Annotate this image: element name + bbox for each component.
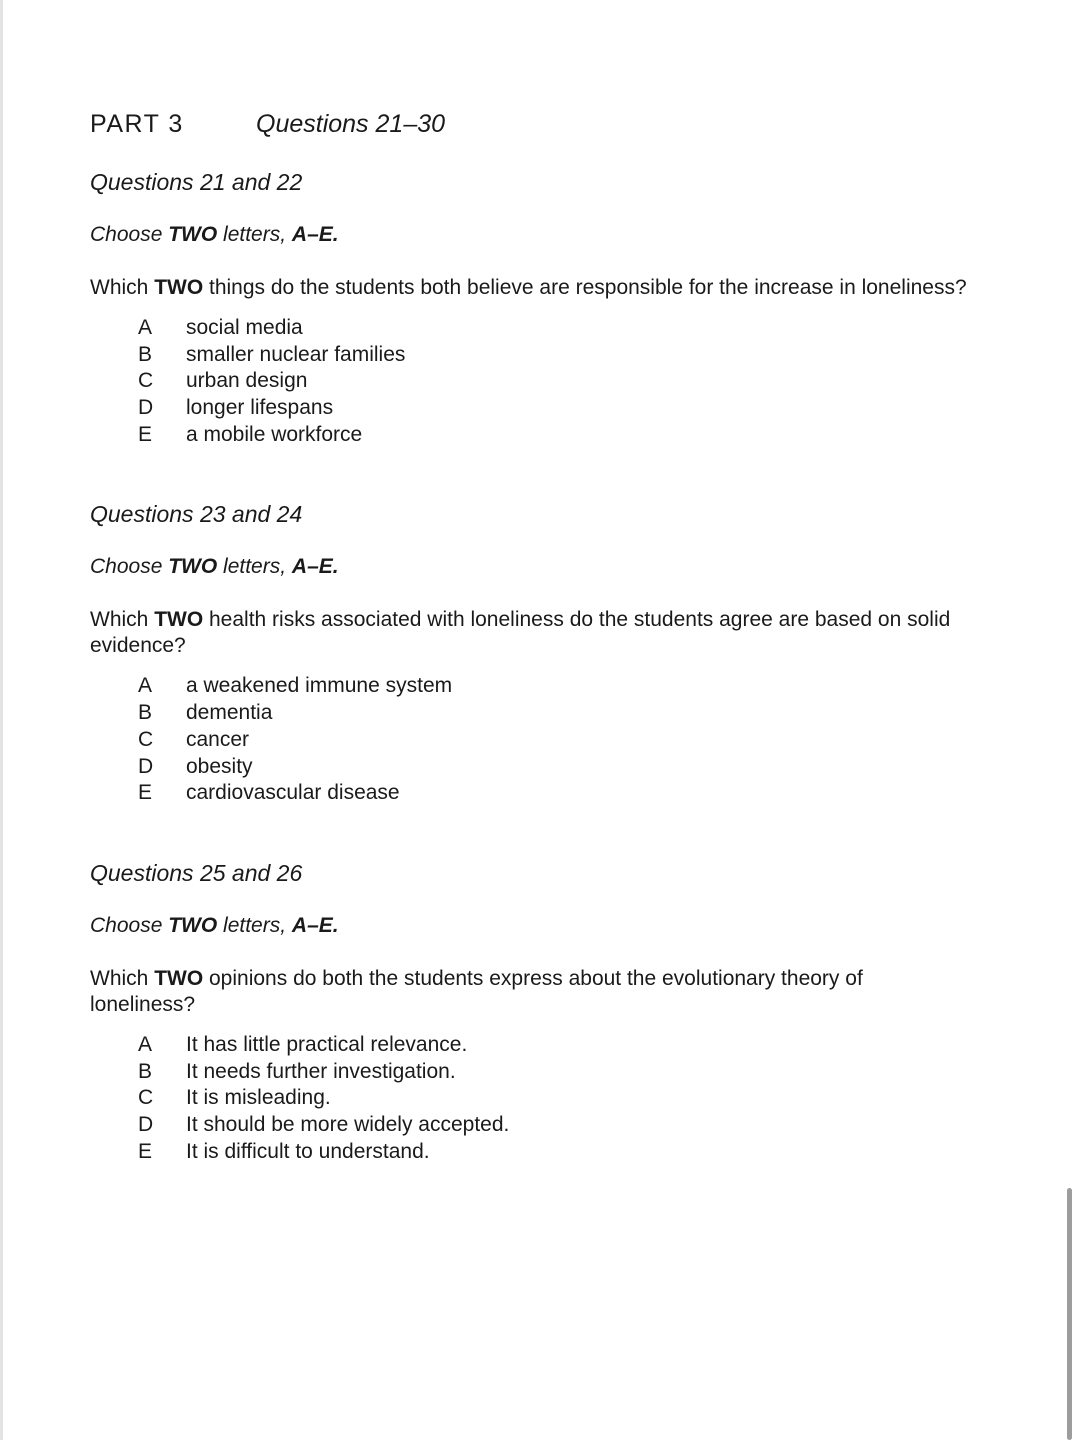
option-text: It is misleading.: [186, 1086, 331, 1110]
option-text: It has little practical relevance.: [186, 1032, 468, 1056]
option-text: It is difficult to understand.: [186, 1139, 430, 1163]
question-group-heading: Questions 23 and 24: [90, 501, 303, 528]
instruction: Choose TWO letters, A–E.: [90, 913, 339, 937]
instruction: Choose TWO letters, A–E.: [90, 223, 339, 246]
option-letter: D: [138, 1112, 154, 1136]
option-letter: E: [138, 422, 153, 446]
option-item: [138, 315, 990, 342]
option-letter: E: [138, 781, 153, 805]
option-item: [138, 754, 990, 781]
option-text: a weakened immune system: [186, 674, 453, 698]
question-group-25-26: [90, 859, 990, 1165]
option-item: [138, 1059, 990, 1086]
option-list: [138, 315, 990, 448]
option-item: [138, 673, 990, 700]
part-header: [90, 110, 990, 150]
vertical-scrollbar[interactable]: [1067, 1188, 1072, 1440]
option-item: [138, 1112, 990, 1139]
option-text: smaller nuclear families: [186, 342, 406, 366]
option-text: dementia: [186, 701, 273, 725]
option-text: urban design: [186, 369, 308, 393]
option-list: [138, 673, 990, 806]
option-letter: C: [138, 1086, 154, 1110]
instruction: Choose TWO letters, A–E.: [90, 555, 339, 579]
option-item: [138, 1032, 990, 1059]
option-letter: C: [138, 369, 154, 393]
question-text: Which TWO opinions do both the students express about the evolutionary theory of loneliness?: [90, 966, 863, 1016]
question-text: Which TWO health risks associated with loneliness do the students agree are based on solid evidence?: [90, 608, 951, 658]
option-text: It should be more widely accepted.: [186, 1112, 510, 1136]
option-text: longer lifespans: [186, 396, 334, 420]
option-item: [138, 727, 990, 754]
option-letter: D: [138, 754, 154, 778]
option-text: cancer: [186, 727, 250, 751]
option-item: [138, 780, 990, 807]
question-group-23-24: [90, 500, 990, 806]
option-text: obesity: [186, 754, 253, 778]
option-letter: B: [138, 342, 153, 366]
option-letter: A: [138, 1032, 153, 1056]
option-list: [138, 1032, 990, 1165]
option-letter: E: [138, 1139, 153, 1163]
option-item: [138, 342, 990, 369]
option-item: [138, 1139, 990, 1166]
part-question-range: Questions 21–30: [256, 110, 446, 138]
option-letter: B: [138, 701, 153, 725]
page-left-edge: [0, 0, 3, 1440]
option-letter: D: [138, 396, 154, 420]
option-text: cardiovascular disease: [186, 781, 400, 805]
part-label: PART 3: [90, 110, 184, 138]
option-text: a mobile workforce: [186, 422, 363, 446]
option-letter: B: [138, 1059, 153, 1083]
option-item: [138, 700, 990, 727]
option-letter: A: [138, 316, 153, 339]
question-group-21-22: [90, 168, 990, 448]
option-letter: C: [138, 727, 154, 751]
option-text: It needs further investigation.: [186, 1059, 456, 1083]
option-item: [138, 395, 990, 422]
document-page: [90, 110, 990, 1165]
option-text: social media: [186, 316, 303, 339]
option-letter: A: [138, 674, 153, 698]
question-group-heading: Questions 25 and 26: [90, 859, 303, 886]
question-text: Which TWO things do the students both believe are responsible for the increase in loneliness?: [90, 276, 967, 299]
option-item: [138, 422, 990, 449]
option-item: [138, 368, 990, 395]
question-group-heading: Questions 21 and 22: [90, 169, 303, 195]
option-item: [138, 1085, 990, 1112]
